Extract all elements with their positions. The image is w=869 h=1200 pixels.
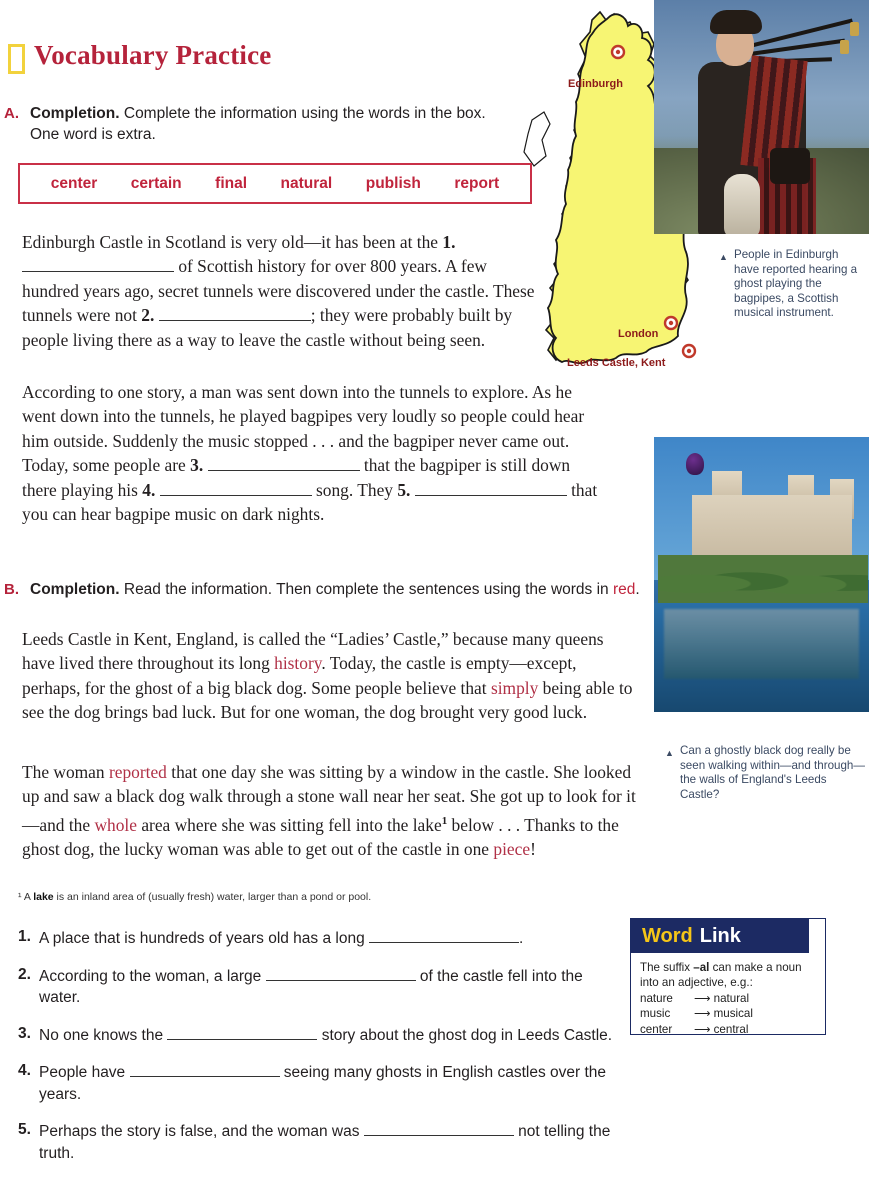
- word-bank-item-publish[interactable]: publish: [365, 174, 421, 192]
- caption-triangle-icon: ▲: [665, 748, 674, 758]
- answer-blank-5[interactable]: [415, 481, 567, 496]
- word-link-pair-2: [640, 1006, 816, 1021]
- section-a-directions: [30, 103, 500, 145]
- question-text-1: [39, 928, 523, 950]
- section-a-label: Completion.: [30, 105, 120, 122]
- word-bank-item-center[interactable]: center: [50, 174, 98, 192]
- map-label-london: London: [618, 328, 659, 340]
- map-label-leeds-castle: Leeds Castle, Kent: [567, 357, 666, 369]
- section-a-passage-1: [22, 230, 540, 352]
- section-a-letter: A.: [4, 105, 19, 122]
- passage-b2-red-reported: reported: [108, 762, 167, 782]
- piper-fur-sporran: [724, 174, 760, 234]
- word-bank-box: [18, 163, 532, 204]
- bagpiper-photo-caption: [719, 248, 864, 321]
- section-b-directions-text-1: Read the information. Then complete the sentences using the words in: [119, 581, 613, 598]
- map-marker-leeds-castle: [683, 345, 695, 357]
- question-2-blank[interactable]: [266, 967, 416, 981]
- section-b-red-word: red: [612, 581, 636, 598]
- section-a-passage-2: [22, 380, 602, 526]
- page-title: Vocabulary Practice: [34, 40, 272, 70]
- passage-a2-text-1: According to one story, a man was sent down into the tunnels to explore. As he went down into the tunnels, he played bagpipes very loudly so people could hear him outside. Suddenly the music stopped . . . and the bagpiper never came out. Today, some people are: [22, 382, 585, 476]
- list-item: [18, 966, 628, 1009]
- word-link-explanation: [640, 960, 816, 991]
- question-text-4: [39, 1062, 628, 1105]
- question-number-4: 4.: [18, 1062, 31, 1079]
- section-b-directions-text-2: .: [635, 581, 640, 598]
- castle-caption-text: Can a ghostly black dog really be seen walking within—and through—the walls of England's Leeds Castle?: [680, 744, 865, 801]
- castle-photo-caption: [665, 744, 865, 802]
- passage-a1-text-1: Edinburgh Castle in Scotland is very old—it has been at the: [22, 232, 443, 252]
- question-5-blank[interactable]: [364, 1122, 514, 1136]
- footnote-definition: is an inland area of (usually fresh) water, larger than a pond or pool.: [53, 891, 372, 903]
- word-link-title-word: Word: [642, 924, 693, 947]
- question-1-blank[interactable]: [369, 929, 519, 943]
- question-5-after: not telling the truth.: [39, 1123, 611, 1162]
- question-text-2: [39, 966, 628, 1009]
- word-link-body-2: can make a noun into an adjective, e.g.:: [640, 961, 802, 990]
- list-item: [18, 1025, 628, 1047]
- footnote-marker: ¹ A: [18, 891, 34, 903]
- ng-yellow-rectangle-icon: [8, 44, 25, 74]
- passage-b1-red-history: history: [274, 653, 322, 674]
- list-item: [18, 1062, 628, 1105]
- arrow-right-icon: ⟶: [694, 1022, 710, 1036]
- passage-b1-text-1: Leeds Castle in Kent, England, is called the “Ladies’ Castle,” because many queens have lived there throughout its long: [22, 629, 604, 674]
- passage-b1-text-2: . Today, the castle is empty—except, perhaps, for the ghost of a big black dog. Some people believe that: [22, 653, 577, 698]
- passage-b2-text-2: that one day she was sitting by a window in the castle. She looked up and saw a black dog walk through a stone wall near her seat. She got up to look for it—and the: [22, 762, 636, 835]
- word-bank-item-final[interactable]: final: [215, 174, 248, 192]
- passage-b2-text-5: !: [530, 839, 536, 860]
- question-5-before: Perhaps the story is false, and the woman was: [39, 1123, 364, 1140]
- passage-a2-text-4: that you can hear bagpipe music on dark nights.: [22, 479, 598, 525]
- word-link-box: [630, 918, 826, 1035]
- question-text-5: [39, 1121, 628, 1164]
- passage-b2-text-4: below . . . Thanks to the ghost dog, the lucky woman was able to get out of the castle in one: [22, 814, 619, 860]
- map-marker-edinburgh: [612, 46, 624, 58]
- word-link-pair-1: [640, 991, 816, 1006]
- drone-tip-1: [850, 22, 859, 36]
- footnote: [18, 890, 371, 904]
- question-2-before: According to the woman, a large: [39, 967, 266, 985]
- footnote-marker-ref: 1: [441, 814, 448, 827]
- question-1-before: A place that is hundreds of years old has a long: [39, 930, 370, 947]
- piper-hat: [710, 10, 762, 34]
- question-2-after: of the castle fell into the water.: [39, 967, 583, 1006]
- list-item: [18, 928, 628, 950]
- word-link-to-2: musical: [713, 1007, 753, 1021]
- blank-number-4: 4.: [142, 479, 156, 500]
- footnote-term: lake: [33, 891, 54, 903]
- passage-b2-text-1: The woman: [22, 762, 109, 782]
- passage-a2-text-3: song. They: [311, 479, 398, 500]
- arrow-right-icon: ⟶: [694, 1007, 710, 1021]
- section-b-directions: [30, 579, 640, 600]
- list-item: [18, 1121, 628, 1164]
- word-bank-item-natural[interactable]: natural: [280, 174, 333, 192]
- word-link-suffix: –al: [693, 961, 710, 974]
- map-label-edinburgh: Edinburgh: [568, 78, 623, 90]
- word-link-header: [631, 919, 809, 953]
- piper-sporran: [770, 148, 810, 184]
- castle-trees: [658, 555, 868, 603]
- word-link-to-1: natural: [713, 991, 750, 1005]
- word-link-body-1: The suffix: [640, 961, 694, 974]
- passage-b1-red-simply: simply: [490, 677, 539, 698]
- word-link-pair-3: [640, 1022, 816, 1037]
- question-number-5: 5.: [18, 1121, 31, 1138]
- section-a-directions-text: Complete the information using the words in the box. One word is extra.: [30, 105, 486, 143]
- question-3-before: No one knows the: [39, 1026, 168, 1044]
- question-number-2: 2.: [18, 965, 31, 983]
- passage-b1-text-3: being able to see the dog brings bad luck. But for one woman, the dog brought very good luck.: [22, 677, 633, 723]
- word-link-from-3: center: [640, 1022, 673, 1036]
- exercise-question-list: [18, 928, 628, 1180]
- hot-air-balloon: [686, 453, 704, 475]
- answer-blank-3[interactable]: [208, 456, 360, 471]
- blank-number-1: 1.: [442, 232, 456, 252]
- section-b-passage-1: [22, 627, 637, 725]
- question-text-3: [39, 1025, 612, 1047]
- question-4-blank[interactable]: [130, 1063, 280, 1077]
- question-3-after: story about the ghost dog in Leeds Castle.: [317, 1026, 613, 1044]
- bagpiper-photo: [654, 0, 869, 234]
- question-number-3: 3.: [18, 1024, 31, 1042]
- passage-b2-text-3: area where she was sitting fell into the lake: [136, 814, 442, 835]
- section-b-label: Completion.: [30, 581, 120, 598]
- passage-b2-red-piece: piece: [493, 839, 531, 860]
- answer-blank-4[interactable]: [160, 481, 312, 496]
- castle-reflection: [664, 609, 859, 679]
- drone-tip-2: [840, 40, 849, 54]
- word-link-body: [631, 953, 825, 1037]
- passage-b2-red-whole: whole: [94, 814, 137, 835]
- arrow-right-icon: ⟶: [694, 991, 710, 1005]
- blank-number-2: 2.: [141, 305, 155, 326]
- passage-a1-text-2: of Scottish history for over 800 years. A few hundred years ago, secret tunnels were discovered under the castle. These tunnels were not: [22, 256, 535, 326]
- answer-blank-1[interactable]: [22, 257, 174, 272]
- word-bank-item-report[interactable]: report: [454, 174, 500, 192]
- blank-number-5: 5.: [397, 479, 411, 500]
- caption-triangle-icon: ▲: [719, 252, 728, 262]
- question-1-after: .: [519, 930, 524, 947]
- leeds-castle-photo: [654, 437, 869, 712]
- map-marker-london: [665, 317, 677, 329]
- word-link-title-link: Link: [699, 924, 741, 947]
- question-number-1: 1.: [18, 928, 31, 945]
- word-link-to-3: central: [713, 1022, 749, 1036]
- question-4-after: seeing many ghosts in English castles over the years.: [39, 1064, 607, 1103]
- passage-a2-text-2: that the bagpiper is still down there playing his: [22, 455, 571, 500]
- passage-a1-text-3: ; they were probably built by people living there as a way to leave the castle without being seen.: [22, 305, 513, 350]
- section-b-letter: B.: [4, 581, 19, 598]
- word-bank-item-certain[interactable]: certain: [130, 174, 182, 192]
- question-3-blank[interactable]: [167, 1026, 317, 1040]
- answer-blank-2[interactable]: [159, 306, 311, 321]
- section-b-passage-2: [22, 760, 640, 861]
- word-link-from-2: music: [640, 1007, 671, 1021]
- bagpiper-caption-text: People in Edinburgh have reported hearing a ghost playing the bagpipes, a Scottish musical instrument.: [734, 248, 858, 320]
- word-link-from-1: nature: [640, 991, 673, 1005]
- question-4-before: People have: [39, 1064, 130, 1081]
- blank-number-3: 3.: [190, 455, 204, 476]
